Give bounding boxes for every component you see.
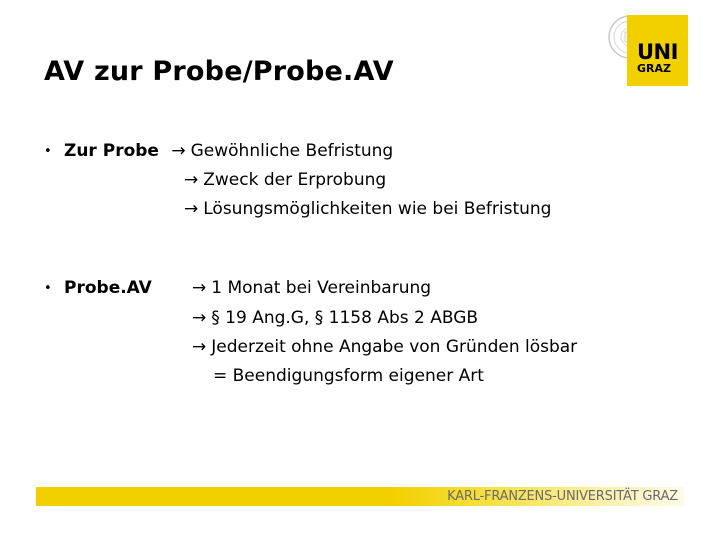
arrow-right-icon: → <box>184 170 199 190</box>
bullet-line-text: Gewöhnliche Befristung <box>190 141 394 161</box>
uni-graz-logo <box>627 15 688 86</box>
logo-graz-text: GRAZ <box>637 62 671 75</box>
arrow-right-icon: → <box>192 337 207 357</box>
bullet-line-text: § 19 Ang.G, § 1158 Abs 2 ABGB <box>211 308 479 328</box>
arrow-right-icon: → <box>171 141 186 161</box>
footer-bar <box>36 487 684 506</box>
slide-title: AV zur Probe/Probe.AV <box>44 56 394 87</box>
arrow-right-icon: → <box>192 278 207 298</box>
bullet-dot: • <box>44 281 52 296</box>
arrow-right-icon: → <box>192 308 207 328</box>
bullet-dot: • <box>44 144 52 159</box>
logo-uni-text: UNI <box>637 40 678 64</box>
arrow-right-icon: → <box>184 199 199 219</box>
bullet-label: Probe.AV <box>64 278 152 298</box>
footer-university-name: KARL-FRANZENS-UNIVERSITÄT GRAZ <box>447 489 678 504</box>
bullet-label: Zur Probe <box>64 141 159 161</box>
bullet-line-text: 1 Monat bei Vereinbarung <box>211 278 432 298</box>
bullet-line-text: Jederzeit ohne Angabe von Gründen lösbar <box>211 337 578 357</box>
bullet-line-text: Zweck der Erprobung <box>203 170 387 190</box>
bullet-line-text: Lösungsmöglichkeiten wie bei Befristung <box>203 199 552 219</box>
bullet-continuation-text: = Beendigungsform eigener Art <box>213 366 484 386</box>
